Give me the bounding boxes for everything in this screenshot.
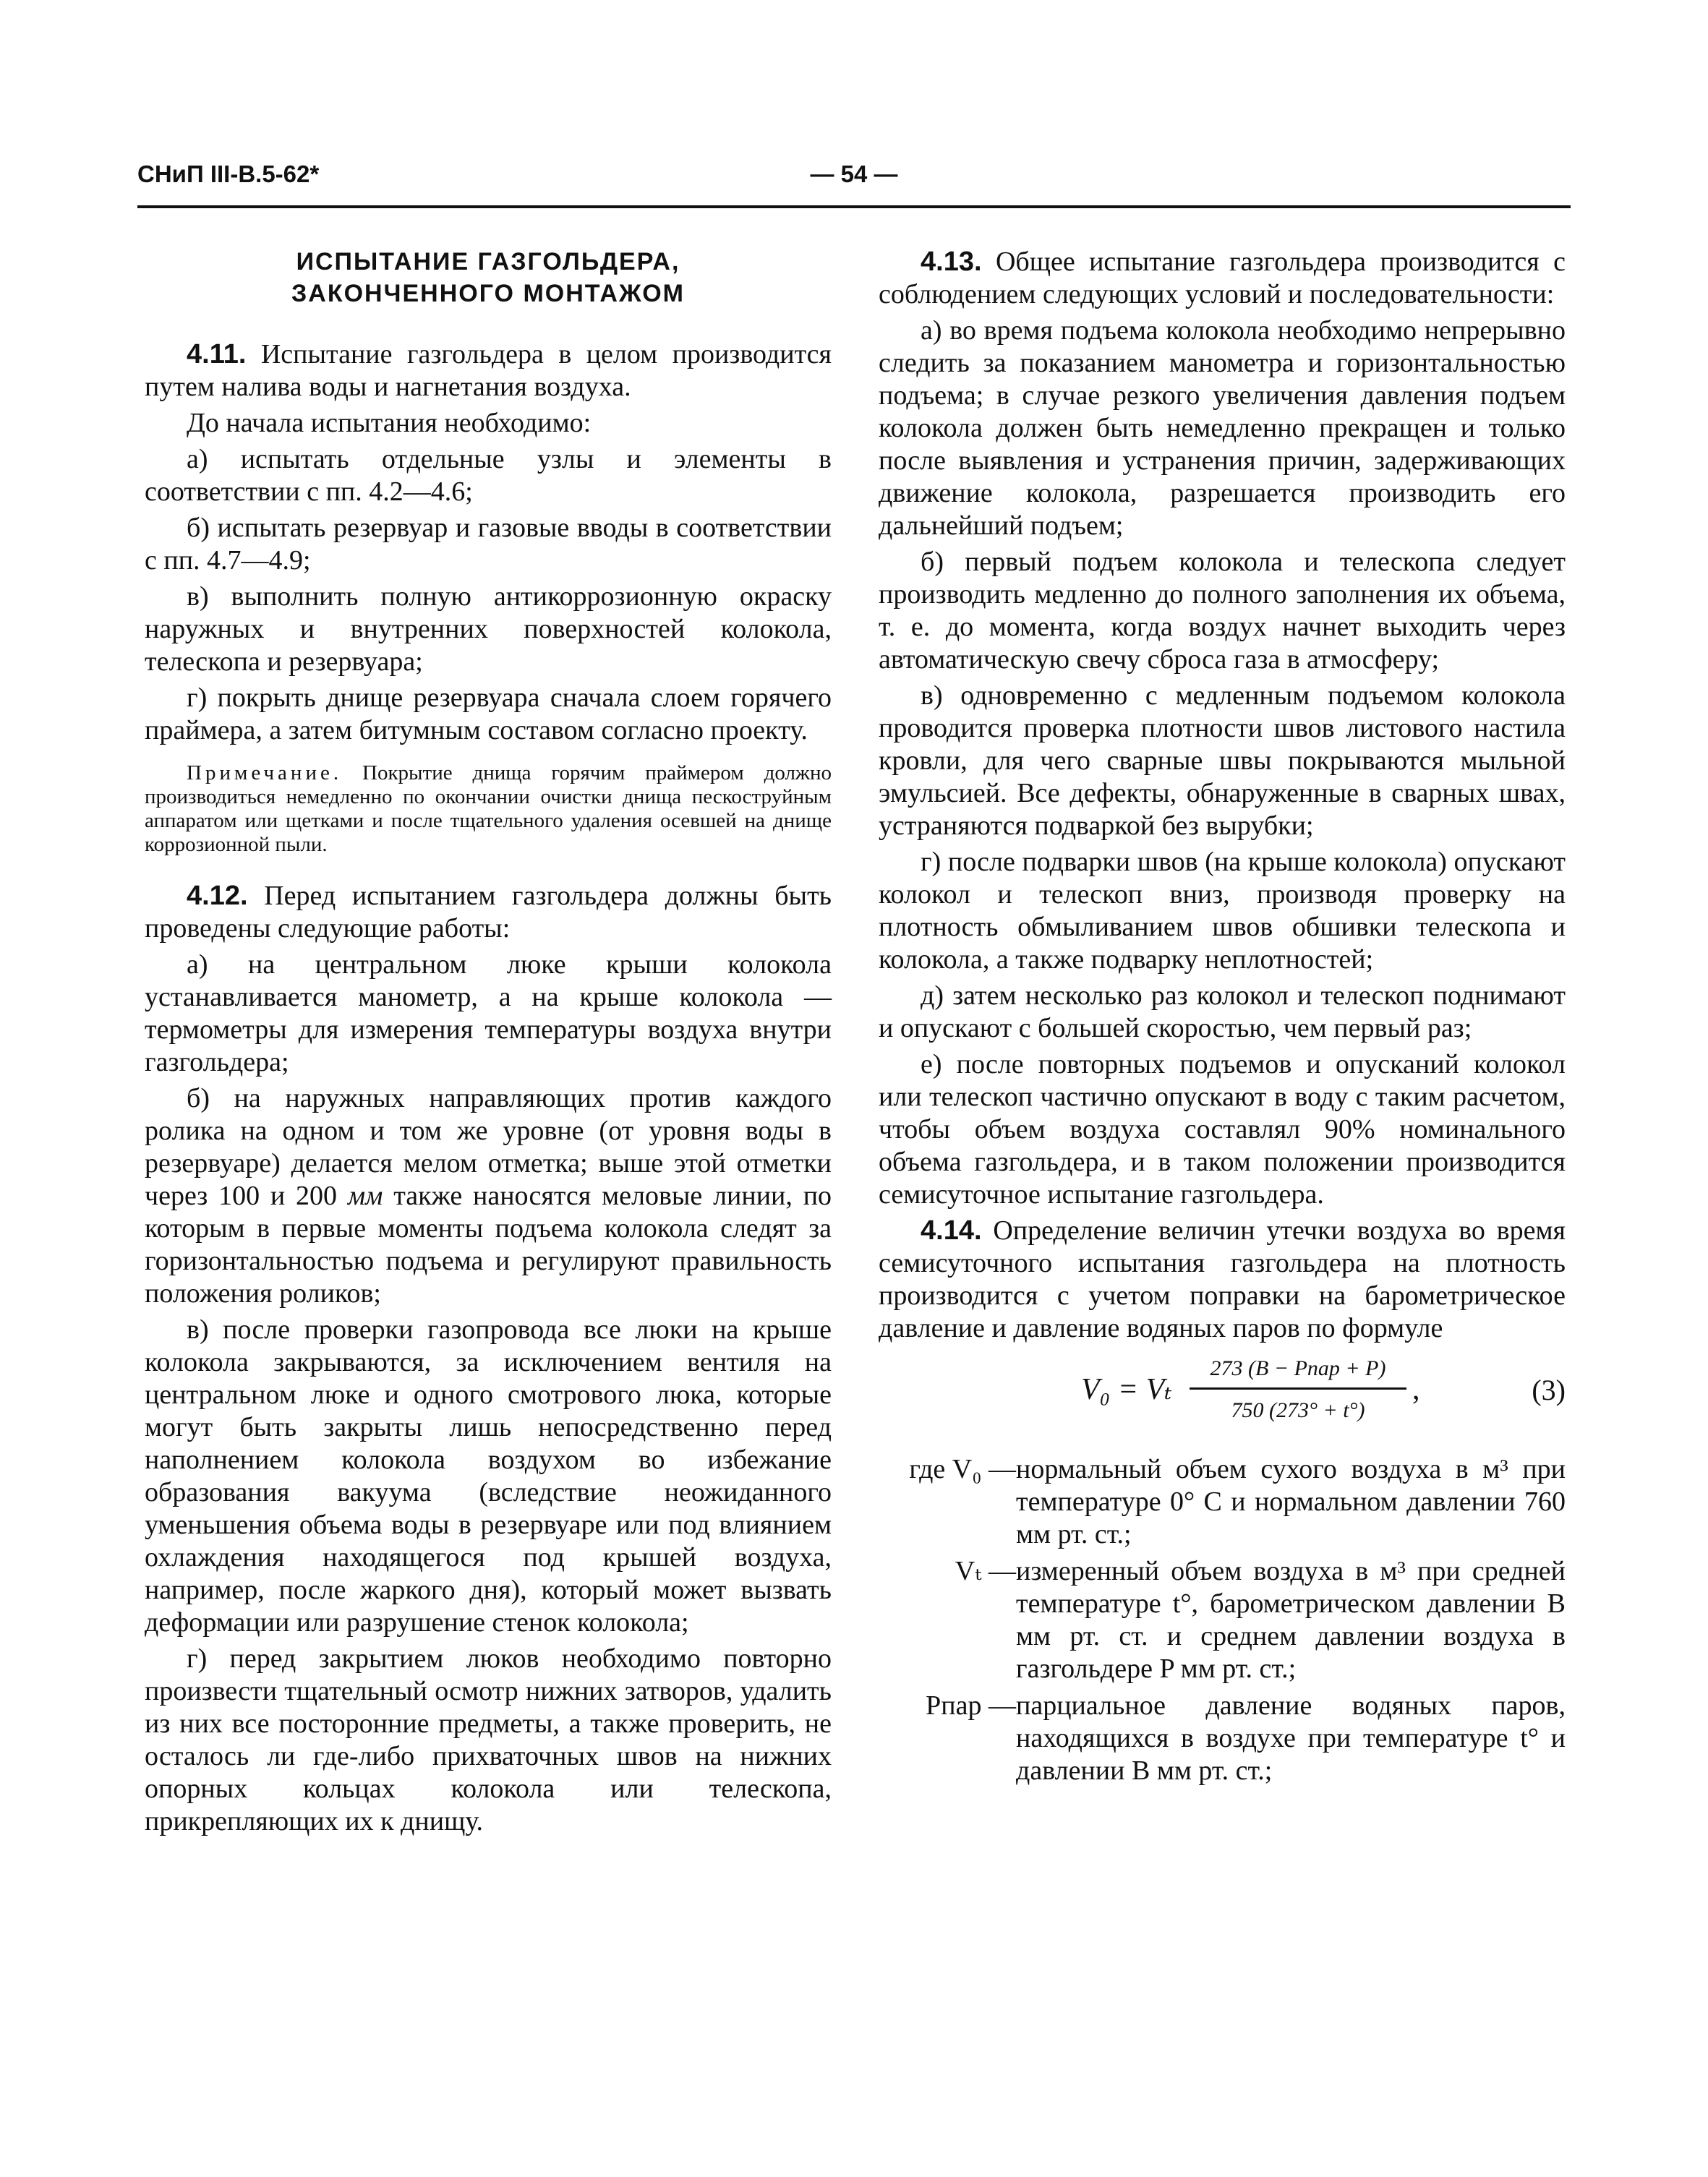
paragraph-text: Перед испытанием газгольдера должны быть проведены следующие работы:	[145, 881, 832, 944]
definition-term: Pпар —	[926, 1690, 1016, 1721]
list-item-v: в) после проверки газопровода все люки на крыше колокола закрываются, за исключением вентиля на центральном люке и одного смотрового люка, которые могут быть закрыты лишь непосредственно перед наполнением колокола воздухом во избежание образования вакуума (вследствие неожиданного уменьшения объема воды в резервуаре или под влиянием охлаждения находящегося под крышей воздуха, например, после жаркого дня), который может вызвать деформации или разрушение стенок колокола;	[145, 1314, 832, 1638]
list-item-b	[145, 1082, 832, 1310]
formula-fraction	[1190, 1352, 1406, 1427]
formula-numerator: 273 (B − Pпар + P)	[1190, 1352, 1406, 1390]
text-part: б) на наружных направляющих против каждого ролика на одном и том же уровне (от уровня воды в резервуаре) делается мелом отметка; выше этой отметки через 100 и 200	[145, 1083, 832, 1211]
list-item-a: а) испытать отдельные узлы и элементы в соответствии с пп. 4.2—4.6;	[145, 444, 832, 507]
list-item-b: б) первый подъем колокола и телескопа следует производить медленно до полного заполнения их объема, т. е. до момента, когда воздух начнет выходить через автоматическую свечу сброса газа в атмосферу;	[879, 547, 1566, 675]
list-item-a: а) во время подъема колокола необходимо непрерывно следить за показанием манометра и горизонтальностью подъема; в случае резкого увеличения давления подъем колокола должен быть немедленно прекращен и только после выявления и устранения причин, задерживающих движение колокола, разрешается производить его дальнейший подъем;	[879, 315, 1566, 541]
list-item-b: б) испытать резервуар и газовые вводы в соответствии с пп. 4.7—4.9;	[145, 513, 832, 576]
definition-text: нормальный объем сухого воздуха в м³ при температуре 0° С и нормальном давлении 760 мм рт. ст.;	[1016, 1454, 1566, 1549]
definition-text: измеренный объем воздуха в м³ при средней температуре t°, барометрическом давлении B мм рт. ст. и среднем давлении воздуха в газгольдере P мм рт. ст.;	[1016, 1556, 1566, 1684]
list-item-v: в) одновременно с медленным подъемом колокола проводится проверка плотности швов листового настила кровли, для чего сварные швы покрываются мыльной эмульсией. Все дефекты, обнаруженные в сварных швах, устраняются подваркой без вырубки;	[879, 680, 1566, 841]
definition-item	[879, 1453, 1566, 1551]
text-part: также наносятся меловые линии, по которым в первые моменты подъема колокола следят за горизонтальностью подъема и регулируют правильность положения роликов;	[145, 1181, 832, 1309]
paragraph-4-11	[145, 338, 832, 403]
section-number: 4.13.	[921, 247, 982, 277]
formula-definitions	[879, 1453, 1566, 1787]
section-number: 4.14.	[921, 1215, 982, 1246]
page-header	[137, 161, 1571, 204]
list-item-g: г) перед закрытием люков необходимо повторно произвести тщательный осмотр нижних затворов, удалить из них все посторонние предметы, а также проверить, не осталось ли где-либо прихваточных швов на нижних опорных кольцах колокола или телескопа, прикрепляющих их к днищу.	[145, 1643, 832, 1836]
definition-term: Vₜ —	[955, 1556, 1016, 1586]
list-item-g: г) покрыть днище резервуара сначала слоем горячего праймера, а затем битумным составом согласно проекту.	[145, 683, 832, 745]
paragraph-text: Определение величин утечки воздуха во время семисуточного испытания газгольдера на плотность производится с учетом поправки на барометрическое давление и давление водяных паров по формуле	[879, 1215, 1566, 1343]
list-item-d: д) затем несколько раз колокол и телескоп поднимают и опускают с большей скоростью, чем первый раз;	[879, 980, 1566, 1043]
section-heading	[145, 246, 832, 309]
paragraph-text: Общее испытание газгольдера производится с соблюдением следующих условий и последовательности:	[879, 247, 1566, 309]
paragraph-4-11-intro: До начала испытания необходимо:	[187, 408, 592, 438]
section-number: 4.12.	[187, 881, 248, 911]
formula-comma: ,	[1412, 1373, 1420, 1406]
heading-line-1: ИСПЫТАНИЕ ГАЗГОЛЬДЕРА,	[296, 248, 680, 275]
paragraph-text: Испытание газгольдера в целом производится путем налива воды и нагнетания воздуха.	[145, 339, 832, 402]
section-number: 4.11.	[187, 339, 247, 369]
heading-line-2: ЗАКОНЧЕННОГО МОНТАЖОМ	[291, 280, 685, 307]
formula-denominator: 750 (273° + t°)	[1231, 1398, 1365, 1422]
paragraph-4-14	[879, 1215, 1566, 1345]
formula-3	[879, 1351, 1566, 1445]
page-number: — 54 —	[810, 161, 898, 187]
formula-lhs: V₀ = Vₜ	[1081, 1373, 1172, 1406]
unit-mm: мм	[347, 1181, 383, 1211]
definition-term: где V₀ —	[909, 1454, 1016, 1484]
note	[145, 761, 832, 857]
left-column	[145, 246, 832, 1842]
definition-text: парциальное давление водяных паров, находящихся в воздухе при температуре t° и давлении B мм рт. ст.;	[1016, 1690, 1566, 1786]
definition-item	[879, 1690, 1566, 1787]
paragraph-4-12	[145, 880, 832, 945]
paragraph-4-13	[879, 246, 1566, 311]
note-label: Примечание.	[187, 761, 343, 784]
right-column	[879, 246, 1566, 1792]
note-text: Покрытие днища горячим праймером должно производиться немедленно по окончании очистки днища пескоструйным аппаратом или щетками и после тщательного удаления осевшей на днище коррозионной пыли.	[145, 761, 832, 856]
definition-item	[879, 1555, 1566, 1685]
list-item-v: в) выполнить полную антикоррозионную окраску наружных и внутренних поверхностей колокола, телескопа и резервуара;	[145, 581, 832, 677]
list-item-g: г) после подварки швов (на крыше колокола) опускают колокол и телескоп вниз, производя проверку на плотность обмыливанием швов обшивки телескопа и колокола, а также подварку неплотностей;	[879, 847, 1566, 975]
header-rule	[137, 205, 1571, 208]
list-item-e: е) после повторных подъемов и опусканий колокол или телескоп частично опускают в воду с таким расчетом, чтобы объем воздуха составлял 90% номинального объема газгольдера, и в таком положении производится семисуточное испытание газгольдера.	[879, 1049, 1566, 1210]
document-code: СНиП III-В.5-62*	[137, 161, 320, 187]
formula-number: (3)	[1532, 1374, 1566, 1406]
list-item-a: а) на центральном люке крыши колокола устанавливается манометр, а на крыше колокола — термометры для измерения температуры воздуха внутри газгольдера;	[145, 949, 832, 1077]
